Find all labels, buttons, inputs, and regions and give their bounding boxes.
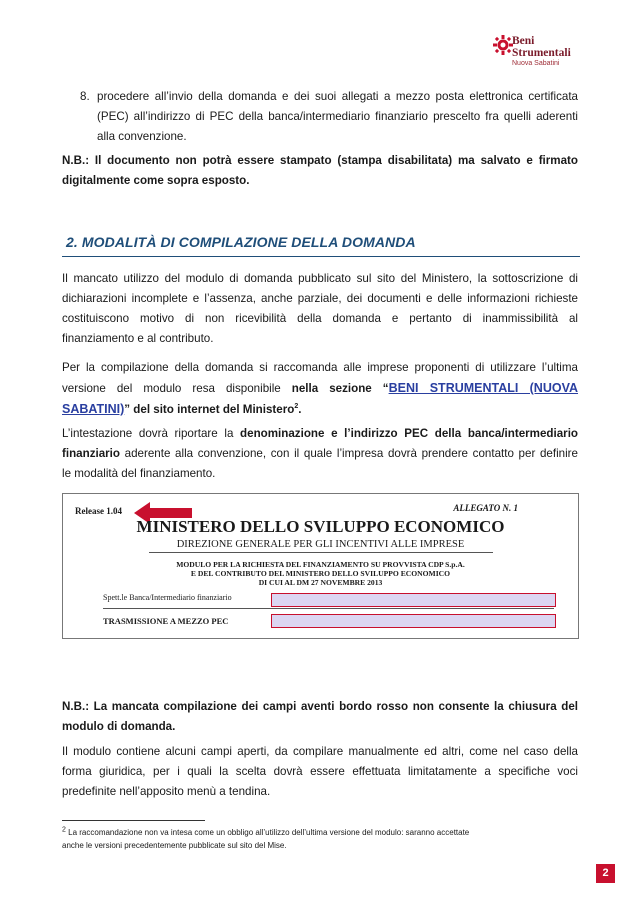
text-line: Il modulo contiene alcuni campi aperti, da compilare manualmente ed altri, come nel caso della — [62, 745, 578, 758]
text-line: N.B.: Il documento non potrà essere stampato (stampa disabilitata) ma salvato e firmato — [62, 154, 578, 167]
text-line: Il mancato utilizzo del modulo di domanda pubblicato sul sito del Ministero, la sottoscrizione di — [62, 272, 578, 285]
gear-logo-icon — [492, 34, 514, 56]
note-paragraph — [62, 151, 578, 191]
modulo-title — [63, 560, 578, 587]
text-line — [62, 444, 578, 464]
paragraph-3 — [62, 424, 578, 484]
text-line: forma giuridica, per i quali la scelta dovrà essere effettuata limitatamente a specifiche voci — [62, 765, 578, 778]
text-span: versione del modulo resa disponibile — [62, 382, 292, 395]
beni-strumentali-logo — [492, 30, 582, 78]
text-line: finanziamento e al contributo. — [62, 332, 214, 345]
ministry-section-link[interactable]: BENI STRUMENTALI (NUOVA — [388, 381, 579, 395]
paragraph-1 — [62, 269, 578, 349]
text-line — [62, 424, 578, 444]
section-heading: 2. MODALITÀ DI COMPILAZIONE DELLA DOMANDA — [66, 234, 416, 250]
release-label: Release 1.04 — [75, 506, 122, 516]
text-line: predefinite nell’apposito menù a tendina. — [62, 785, 271, 798]
text-line: alla convenzione. — [97, 130, 187, 143]
text-span: aderente alla convenzione, con il quale l’impresa dovrà prendere contatto per definire — [119, 447, 578, 460]
text-span-bold: nella sezione “ — [291, 382, 389, 395]
form-header-image — [62, 493, 579, 639]
direzione-subtitle: DIREZIONE GENERALE PER GLI INCENTIVI ALLE IMPRESE — [176, 539, 465, 550]
text-line: dichiarazioni incomplete e l’assenza, anche parziale, dei documenti e delle informazioni richieste — [62, 292, 578, 305]
pec-field — [271, 614, 556, 628]
bank-field — [271, 593, 556, 607]
text-span-bold: finanziario — [62, 447, 120, 460]
form-divider — [149, 552, 493, 553]
ministero-title: MINISTERO DELLO SVILUPPO ECONOMICO — [136, 517, 505, 536]
text-line — [62, 399, 578, 420]
text-span: La raccomandazione non va intesa come un obbligo all’utilizzo dell’ultima versione del modulo: saranno accettate — [65, 828, 470, 837]
text-span: L’intestazione dovrà riportare la — [62, 427, 241, 440]
footnote-divider — [62, 820, 205, 821]
form-divider — [103, 608, 554, 609]
logo-text-strumentali: Strumentali — [512, 47, 571, 59]
ministry-section-link-cont[interactable]: SABATINI) — [62, 402, 125, 416]
text-span-bold: ” del sito internet del Ministero — [124, 403, 295, 416]
note-paragraph-2 — [62, 697, 578, 737]
text-line: le modalità del finanziamento. — [62, 467, 216, 480]
footnote-marker: 2 — [294, 403, 299, 411]
logo-text-nuova-sabatini: Nuova Sabatini — [512, 60, 560, 67]
text-line: procedere all’invio della domanda e dei suoi allegati a mezzo posta elettronica certificata — [97, 90, 578, 103]
allegato-label: ALLEGATO N. 1 — [453, 503, 518, 513]
text-line: costituiscono motivo di non ricevibilità della domanda e pertanto di inammissibilità al — [62, 312, 578, 325]
text-span-bold: denominazione e l’indirizzo PEC della banca/intermediario — [240, 427, 579, 440]
text-span: . — [298, 403, 302, 416]
text-line — [62, 826, 582, 839]
text-line: modulo di domanda. — [62, 720, 176, 733]
heading-divider — [62, 256, 580, 257]
text-line — [62, 378, 578, 399]
pec-field-label: TRASMISSIONE A MEZZO PEC — [103, 616, 229, 626]
text-line: N.B.: La mancata compilazione dei campi aventi bordo rosso non consente la chiusura del — [62, 700, 578, 713]
bank-field-label: Spett.le Banca/Intermediario finanziario — [103, 593, 232, 602]
text-line: (PEC) all’indirizzo di PEC della banca/intermediario finanziario prescelto fra quelli aderenti — [97, 110, 578, 123]
text-line: digitalmente come sopra esposto. — [62, 174, 250, 187]
text-line: Per la compilazione della domanda si raccomanda alle imprese proponenti di utilizzare l’ultima — [62, 361, 578, 374]
footnote — [62, 826, 582, 852]
paragraph-2 — [62, 358, 578, 420]
list-item-body — [97, 87, 578, 147]
text-line: MODULO PER LA RICHIESTA DEL FINANZIAMENTO SU PROVVISTA CDP S.p.A. — [176, 560, 465, 569]
list-item-number: 8. — [80, 90, 90, 103]
footnote-number: 2 — [62, 826, 66, 834]
paragraph-4 — [62, 742, 578, 802]
text-line: E DEL CONTRIBUTO DEL MINISTERO DELLO SVILUPPO ECONOMICO — [190, 569, 451, 578]
text-line: DI CUI AL DM 27 NOVEMBRE 2013 — [258, 578, 383, 587]
text-line: anche le versioni precedentemente pubblicate sul sito del Mise. — [62, 841, 287, 850]
logo-text-beni: Beni — [512, 35, 535, 47]
page-number-badge: 2 — [596, 864, 615, 883]
